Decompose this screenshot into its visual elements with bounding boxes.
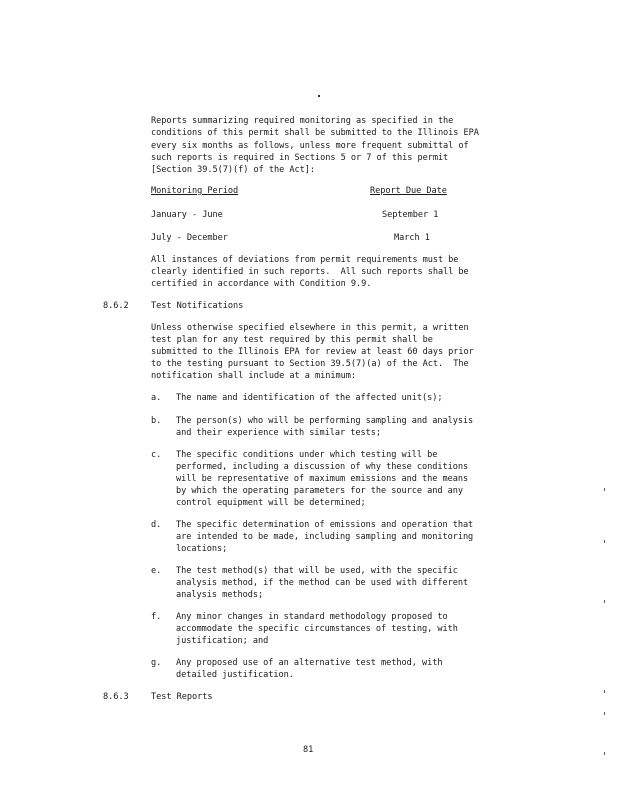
item-line: analysis method, if the method can be used with different bbox=[176, 578, 469, 588]
intro-line: every six months as follows, unless more frequent submittal of bbox=[151, 141, 469, 151]
section-body-line: Unless otherwise specified elsewhere in this permit, a written bbox=[151, 323, 469, 333]
scan-speck bbox=[604, 712, 605, 715]
deviations-line: clearly identified in such reports. All such reports shall be bbox=[151, 267, 469, 277]
item-letter: d. bbox=[151, 520, 162, 530]
scan-speck bbox=[604, 540, 605, 543]
item-line: The specific conditions under which testing will be bbox=[176, 450, 438, 460]
monitoring-period-header: Monitoring Period bbox=[151, 186, 239, 196]
intro-line: such reports is required in Sections 5 or 7 of this permit bbox=[151, 153, 449, 163]
item-letter: g. bbox=[151, 658, 162, 668]
section-title: Test Reports bbox=[151, 692, 213, 702]
stray-mark bbox=[318, 95, 320, 97]
deviations-line: certified in accordance with Condition 9.9. bbox=[151, 279, 372, 289]
due-date-cell: March 1 bbox=[394, 233, 430, 243]
section-body-line: to the testing pursuant to Section 39.5(7)(a) of the Act. The bbox=[151, 359, 469, 369]
section-body-line: notification shall include at a minimum: bbox=[151, 371, 356, 381]
intro-line: conditions of this permit shall be submitted to the Illinois EPA bbox=[151, 128, 479, 138]
report-due-date-header: Report Due Date bbox=[370, 186, 447, 196]
item-line: The person(s) who will be performing sampling and analysis bbox=[176, 416, 474, 426]
deviations-line: All instances of deviations from permit requirements must be bbox=[151, 255, 459, 265]
item-line: are intended to be made, including sampling and monitoring bbox=[176, 532, 474, 542]
section-title: Test Notifications bbox=[151, 301, 244, 311]
section-number: 8.6.2 bbox=[103, 301, 129, 311]
intro-line: [Section 39.5(7)(f) of the Act]: bbox=[151, 165, 315, 175]
intro-line: Reports summarizing required monitoring as specified in the bbox=[151, 116, 454, 126]
item-letter: c. bbox=[151, 450, 162, 460]
item-letter: b. bbox=[151, 416, 162, 426]
due-date-cell: September 1 bbox=[382, 210, 439, 220]
scan-speck bbox=[604, 690, 605, 693]
item-letter: e. bbox=[151, 566, 162, 576]
item-letter: f. bbox=[151, 612, 162, 622]
item-line: performed, including a discussion of why these conditions bbox=[176, 462, 469, 472]
section-body-line: test plan for any test required by this permit shall be bbox=[151, 335, 433, 345]
item-line: analysis methods; bbox=[176, 590, 264, 600]
item-line: Any minor changes in standard methodology proposed to bbox=[176, 612, 448, 622]
item-line: by which the operating parameters for the source and any bbox=[176, 486, 463, 496]
page-number: 81 bbox=[303, 745, 314, 755]
item-line: Any proposed use of an alternative test method, with bbox=[176, 658, 443, 668]
scan-speck bbox=[604, 488, 605, 491]
item-line: will be representative of maximum emissions and the means bbox=[176, 474, 469, 484]
item-line: control equipment will be determined; bbox=[176, 498, 366, 508]
item-line: and their experience with similar tests; bbox=[176, 428, 381, 438]
period-cell: January - June bbox=[151, 210, 223, 220]
section-body-line: submitted to the Illinois EPA for review at least 60 days prior bbox=[151, 347, 474, 357]
item-line: justification; and bbox=[176, 636, 269, 646]
item-line: locations; bbox=[176, 544, 228, 554]
item-line: The name and identification of the affected unit(s); bbox=[176, 393, 443, 403]
period-cell: July - December bbox=[151, 233, 228, 243]
item-letter: a. bbox=[151, 393, 162, 403]
item-line: The specific determination of emissions and operation that bbox=[176, 520, 474, 530]
section-number: 8.6.3 bbox=[103, 692, 129, 702]
item-line: The test method(s) that will be used, with the specific bbox=[176, 566, 458, 576]
item-line: accommodate the specific circumstances of testing, with bbox=[176, 624, 458, 634]
item-line: detailed justification. bbox=[176, 670, 294, 680]
scan-speck bbox=[604, 752, 605, 755]
scan-speck bbox=[604, 600, 605, 603]
